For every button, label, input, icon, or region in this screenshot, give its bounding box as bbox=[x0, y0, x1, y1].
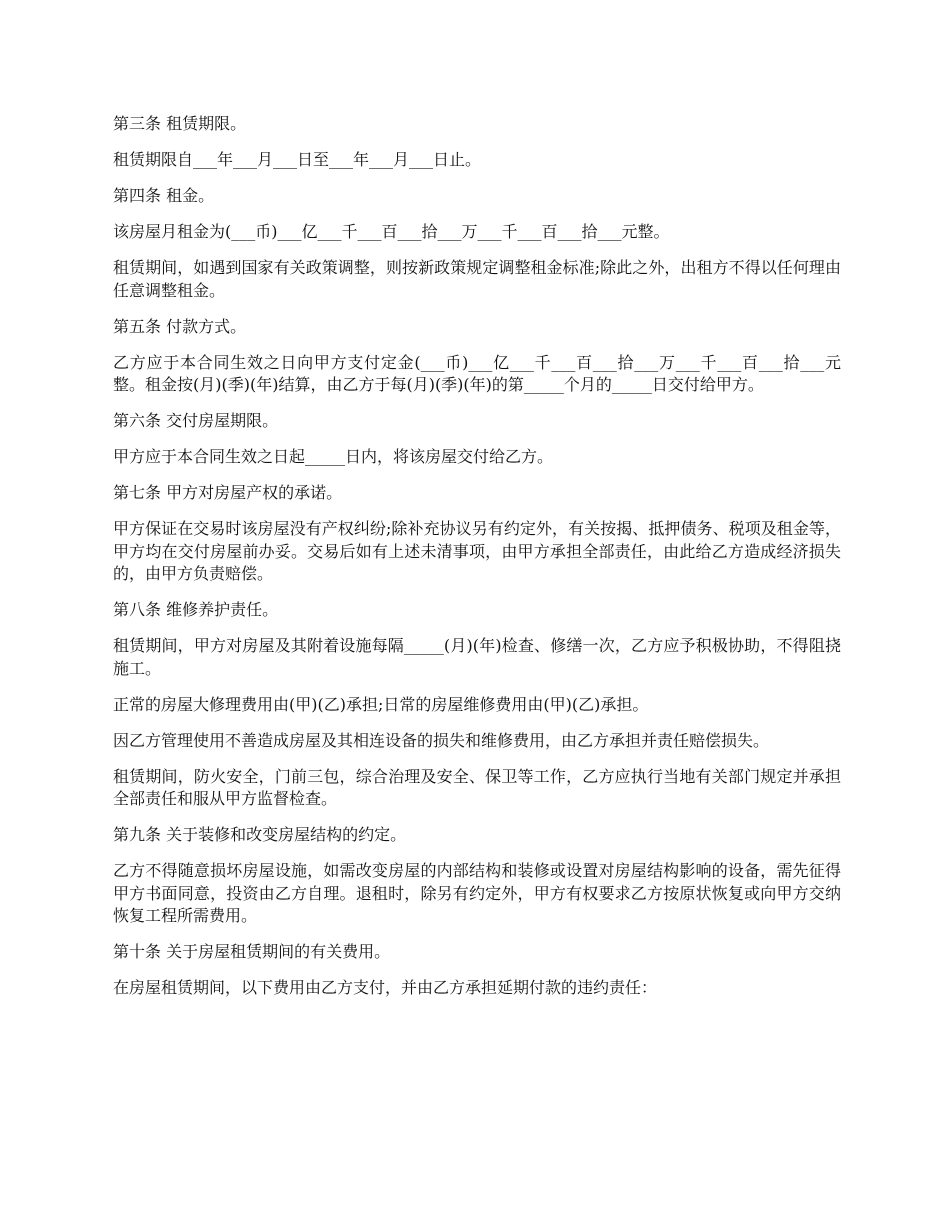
article-6-heading: 第六条 交付房屋期限。 bbox=[113, 411, 279, 430]
rent-adjustment-clause: 租赁期间，如遇到国家有关政策调整，则按新政策规定调整租金标准;除此之外，出租方不得以任何理由任意调整租金。 bbox=[113, 258, 841, 300]
article-7-heading: 第七条 甲方对房屋产权的承诺。 bbox=[113, 483, 343, 502]
fire-safety-clause: 租赁期间，防火安全，门前三包，综合治理及安全、保卫等工作，乙方应执行当地有关部门规定并承担全部责任和服从甲方监督检查。 bbox=[113, 766, 841, 808]
renovation-clause: 乙方不得随意损坏房屋设施，如需改变房屋的内部结构和装修或设置对房屋结构影响的设备，需先征得甲方书面同意，投资由乙方自理。退租时，除另有约定外，甲方有权要求乙方按原状恢复或向甲方交纳恢复工程所需费用。 bbox=[113, 861, 841, 925]
fees-clause: 在房屋租赁期间，以下费用由乙方支付，并由乙方承担延期付款的违约责任： bbox=[113, 978, 658, 997]
lease-term-clause: 租赁期限自___年___月___日至___年___月___日止。 bbox=[113, 150, 482, 169]
article-3-heading: 第三条 租赁期限。 bbox=[113, 114, 247, 133]
contract-page bbox=[113, 113, 841, 1013]
article-8-heading: 第八条 维修养护责任。 bbox=[113, 600, 279, 619]
article-10-heading: 第十条 关于房屋租赁期间的有关费用。 bbox=[113, 942, 391, 961]
damage-liability-clause: 因乙方管理使用不善造成房屋及其相连设备的损失和维修费用，由乙方承担并责任赔偿损失。 bbox=[113, 730, 770, 750]
property-rights-clause: 甲方保证在交易时该房屋没有产权纠纷;除补充协议另有约定外，有关按揭、抵押债务、税项及租金等，甲方均在交付房屋前办妥。交易后如有上述未清事项，由甲方承担全部责任，由此给乙方造成经济损失的，由甲方负责赔偿。 bbox=[113, 519, 841, 583]
delivery-deadline-clause: 甲方应于本合同生效之日起_____日内，将该房屋交付给乙方。 bbox=[113, 447, 554, 466]
repair-cost-clause: 正常的房屋大修理费用由(甲)(乙)承担;日常的房屋维修费用由(甲)(乙)承担。 bbox=[113, 694, 649, 714]
inspection-clause: 租赁期间，甲方对房屋及其附着设施每隔_____(月)(年)检查、修缮一次，乙方应予积极协助，不得阻挠施工。 bbox=[113, 636, 841, 678]
article-9-heading: 第九条 关于装修和改变房屋结构的约定。 bbox=[113, 825, 407, 844]
monthly-rent-clause: 该房屋月租金为(___币)___亿___千___百___拾___万___千___百___拾___元整。 bbox=[113, 222, 670, 241]
payment-method-clause: 乙方应于本合同生效之日向甲方支付定金(___币)___亿___千___百___拾___万___千___百___拾___元整。租金按(月)(季)(年)结算，由乙方于每(月)(季)(年)的第_____个月的_____日交付给甲方。 bbox=[113, 352, 841, 394]
article-4-heading: 第四条 租金。 bbox=[113, 186, 215, 205]
article-5-heading: 第五条 付款方式。 bbox=[113, 316, 247, 336]
